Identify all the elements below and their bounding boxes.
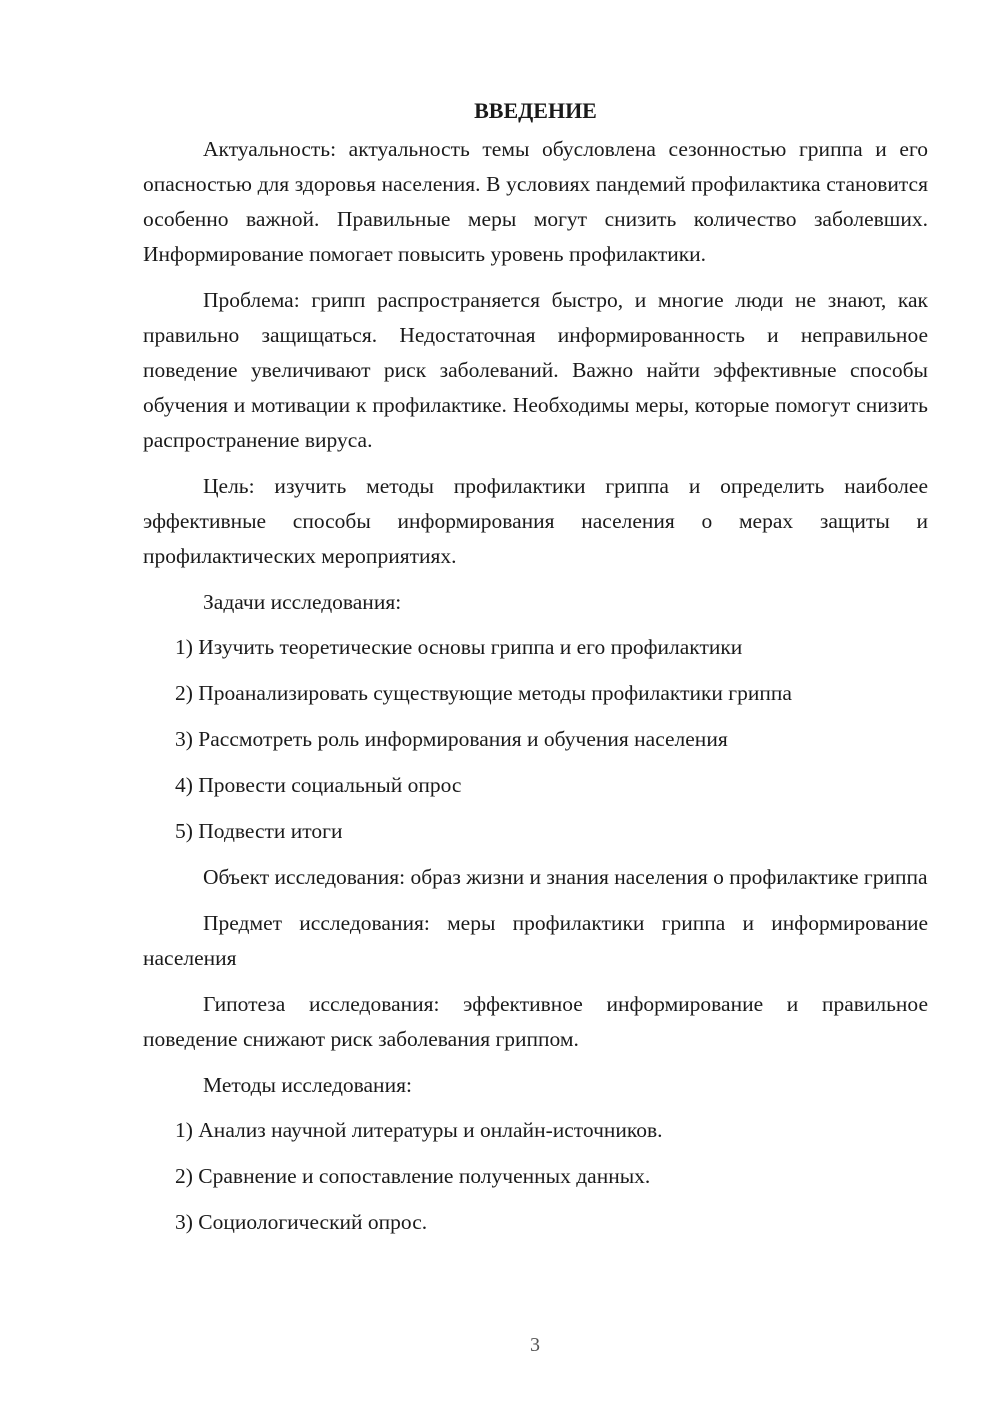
list-item: 4) Провести социальный опрос — [175, 773, 462, 797]
tasks-list — [143, 630, 928, 849]
list-item: 2) Сравнение и сопоставление полученных данных. — [175, 1164, 651, 1188]
problem-paragraph: Проблема: грипп распространяется быстро, и многие люди не знают, как правильно защищаться. Недостаточная информированность и неправильное поведение увеличивают риск заболеваний. Важно найти эффективные способы обучения и мотивации к профилактике. Необходимы меры, которые помогут снизить распространение вируса. — [143, 288, 928, 452]
page-title: ВВЕДЕНИЕ — [474, 98, 597, 123]
tasks-heading: Задачи исследования: — [203, 590, 402, 614]
subject-paragraph: Предмет исследования: меры профилактики гриппа и информирование населения — [143, 911, 928, 970]
list-item: 3) Рассмотреть роль информирования и обучения населения — [175, 727, 728, 751]
list-item: 3) Социологический опрос. — [175, 1210, 428, 1234]
list-item: 1) Изучить теоретические основы гриппа и его профилактики — [175, 635, 743, 659]
page-number: 3 — [530, 1334, 540, 1356]
methods-list — [143, 1113, 928, 1240]
document-page — [143, 96, 928, 1251]
list-item: 1) Анализ научной литературы и онлайн-источников. — [175, 1118, 663, 1142]
relevance-paragraph: Актуальность: актуальность темы обусловлена сезонностью гриппа и его опасностью для здоровья населения. В условиях пандемий профилактика становится особенно важной. Правильные меры могут снизить количество заболевших. Информирование помогает повысить уровень профилактики. — [143, 137, 928, 266]
object-paragraph: Объект исследования: образ жизни и знания населения о профилактике гриппа — [203, 865, 928, 889]
hypothesis-paragraph: Гипотеза исследования: эффективное информирование и правильное поведение снижают риск заболевания гриппом. — [143, 992, 928, 1051]
goal-paragraph: Цель: изучить методы профилактики гриппа и определить наиболее эффективные способы информирования населения о мерах защиты и профилактических мероприятиях. — [143, 474, 928, 568]
list-item: 5) Подвести итоги — [175, 819, 343, 843]
methods-heading: Методы исследования: — [203, 1073, 412, 1097]
list-item: 2) Проанализировать существующие методы профилактики гриппа — [175, 681, 792, 705]
